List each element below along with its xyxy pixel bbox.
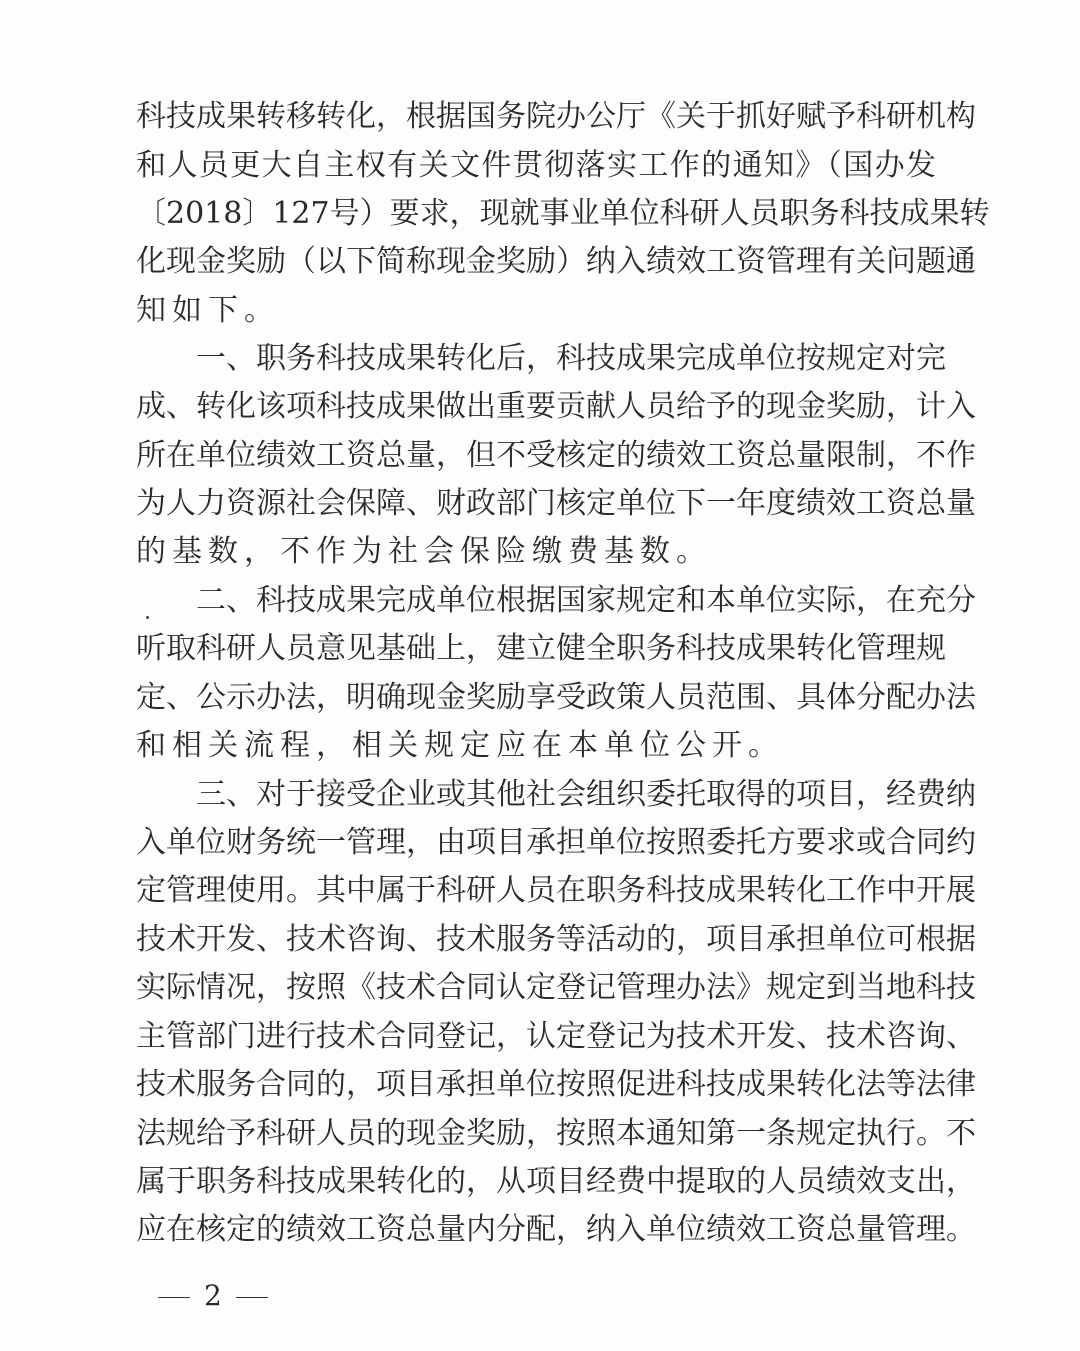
body-text-line: 科技成果转移转化，根据国务院办公厅《关于抓好赋予科研机构: [136, 99, 976, 134]
body-text-line: 为人力资源社会保障、财政部门核定单位下一年度绩效工资总量: [136, 486, 976, 521]
body-text-line: 成、转化该项科技成果做出重要贡献人员给予的现金奖励，计入: [136, 389, 976, 424]
body-text-line: 所在单位绩效工资总量，但不受核定的绩效工资总量限制，不作: [136, 438, 976, 473]
body-text-line: 属于职务科技成果转化的，从项目经费中提取的人员绩效支出，: [136, 1164, 976, 1199]
page-number-right-dash: [236, 1297, 268, 1298]
body-text-line: 实际情况，按照《技术合同认定登记管理办法》规定到当地科技: [136, 970, 976, 1005]
page-number-value: 2: [204, 1279, 222, 1312]
body-text-line: 定管理使用。其中属于科研人员在职务科技成果转化工作中开展: [136, 873, 976, 908]
body-text-line: 的基数，不作为社会保险缴费基数。: [136, 534, 712, 569]
body-text-line: 技术开发、技术咨询、技术服务等活动的，项目承担单位可根据: [136, 922, 976, 957]
body-text-line: 听取科研人员意见基础上，建立健全职务科技成果转化管理规: [136, 631, 946, 666]
body-text-line: 应在核定的绩效工资总量内分配，纳入单位绩效工资总量管理。: [136, 1212, 976, 1247]
body-text-line: 知如下。: [136, 293, 280, 328]
paragraph-2-first-line: 二、科技成果完成单位根据国家规定和本单位实际，在充分: [196, 583, 976, 618]
body-text-line: 法规给予科研人员的现金奖励，按照本通知第一条规定执行。不: [136, 1116, 976, 1151]
body-text-line: 和相关流程，相关规定应在本单位公开。: [136, 728, 784, 763]
page-number-left-dash: [158, 1297, 190, 1298]
page-number: [158, 1276, 268, 1316]
body-text-line: 和人员更大自主权有关文件贯彻落实工作的通知》（国办发: [136, 148, 936, 183]
body-text-line: 化现金奖励（以下简称现金奖励）纳入绩效工资管理有关问题通: [136, 244, 976, 279]
body-text-line: 主管部门进行技术合同登记，认定登记为技术开发、技术咨询、: [136, 1019, 976, 1054]
paragraph-3-first-line: 三、对于接受企业或其他社会组织委托取得的项目，经费纳: [196, 777, 976, 812]
body-text-line: 〔2018〕127号）要求，现就事业单位科研人员职务科技成果转: [136, 196, 990, 231]
body-text-line: 入单位财务统一管理，由项目承担单位按照委托方要求或合同约: [136, 825, 976, 860]
scan-speck: [146, 616, 149, 619]
body-text-line: 技术服务合同的，项目承担单位按照促进科技成果转化法等法律: [136, 1067, 976, 1102]
body-text-line: 定、公示办法，明确现金奖励享受政策人员范围、具体分配办法: [136, 680, 976, 715]
paragraph-1-first-line: 一、职务科技成果转化后，科技成果完成单位按规定对完: [196, 341, 946, 376]
